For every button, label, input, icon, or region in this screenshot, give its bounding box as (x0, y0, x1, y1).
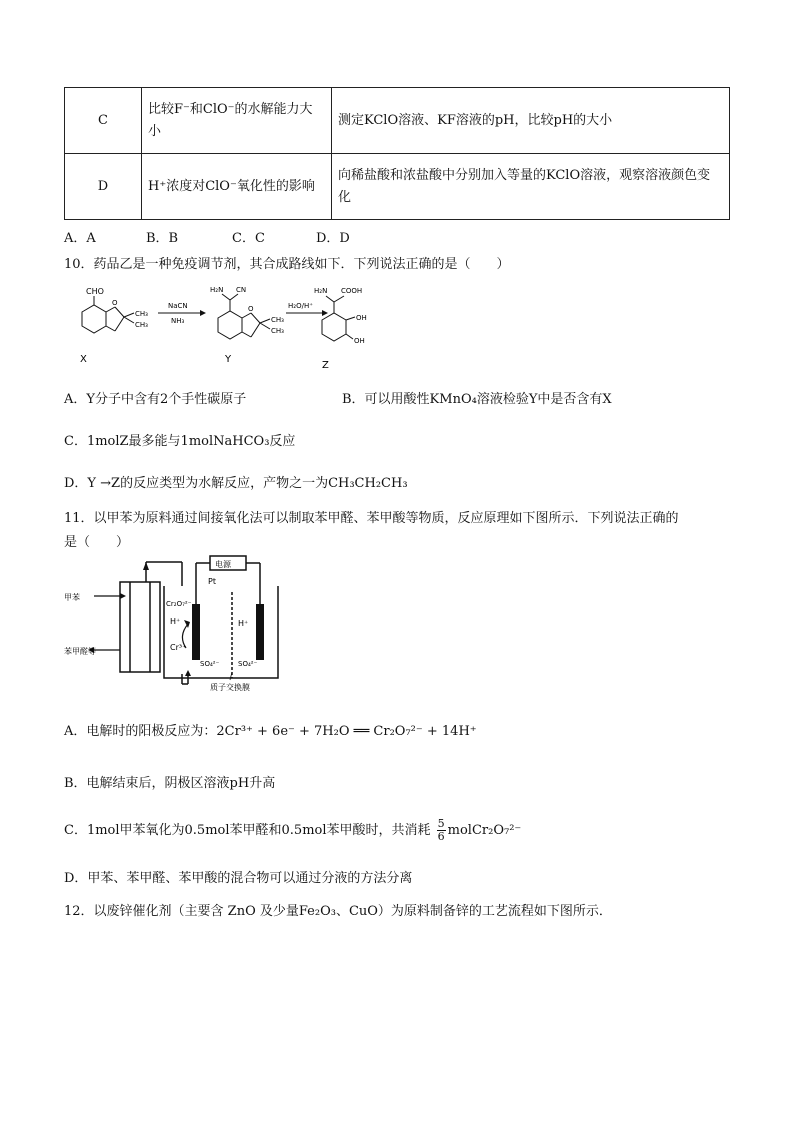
q11-option-d: D．甲苯、苯甲醛、苯甲酸的混合物可以通过分液的方法分离 (64, 871, 413, 886)
row-label: D (65, 154, 142, 220)
cathode-electrode (256, 604, 264, 660)
row-method: 测定KClO溶液、KF溶液的pH，比较pH的大小 (332, 88, 730, 154)
fraction-denominator: 6 (437, 830, 445, 843)
q10-synthesis-scheme (60, 280, 390, 378)
z-cooh: COOH (341, 287, 363, 295)
anode-electrode (192, 604, 200, 660)
row-method: 向稀盐酸和浓盐酸中分别加入等量的KClO溶液，观察溶液颜色变化 (332, 154, 730, 220)
option-a-equation: 2Cr³⁺ + 6e⁻ + 7H₂O ══ Cr₂O₇²⁻ + 14H⁺ (216, 724, 477, 739)
label-pt: Pt (208, 577, 216, 586)
option-c-suffix: molCr₂O₇²⁻ (447, 823, 522, 838)
choice-c: C．C (232, 231, 265, 246)
x-ch3-1: CH₃ (135, 310, 148, 318)
z-h2n: H₂N (314, 287, 328, 295)
row-label: C (65, 88, 142, 154)
q11-stem-line1: 11．以甲苯为原料通过间接氧化法可以制取苯甲醛、苯甲酸等物质，反应原理如下图所示．下列说法正确的 (64, 511, 679, 526)
reagent-nacn: NaCN (168, 302, 188, 310)
q11-electrolysis-diagram (64, 552, 294, 692)
label-h-right: H⁺ (238, 619, 249, 628)
row-purpose: 比较F⁻和ClO⁻的水解能力大小 (142, 88, 332, 154)
z-oh1: OH (356, 314, 367, 322)
option-c-prefix: C．1mol甲苯氧化为0.5mol苯甲醛和0.5mol苯甲酸时，共消耗 (64, 823, 431, 838)
q11-option-c (64, 818, 521, 843)
label-benzaldehyde: 苯甲醛等 (64, 647, 96, 656)
label-toluene: 甲苯 (64, 593, 80, 602)
q11-stem-line2: 是（ ） (64, 535, 130, 550)
options-table (64, 87, 730, 220)
y-ch3-1: CH₃ (271, 316, 284, 324)
y-o1: O (248, 305, 254, 313)
label-membrane: 质子交换膜 (210, 683, 250, 692)
q10-option-a: A．Y分子中含有2个手性碳原子 (64, 392, 247, 407)
table-row (65, 88, 730, 154)
option-a-prefix: A．电解时的阳极反应为： (64, 724, 217, 739)
q12-stem: 12．以废锌催化剂（主要含 ZnO 及少量Fe₂O₃、CuO）为原料制备锌的工艺流程如下图所示． (64, 904, 612, 919)
q11-option-b: B．电解结束后，阴极区溶液pH升高 (64, 776, 276, 791)
table-row (65, 154, 730, 220)
reagent-nh3: NH₃ (171, 317, 185, 325)
x-ch3-2: CH₃ (135, 321, 148, 329)
label-so4-right: SO₄²⁻ (238, 660, 258, 668)
molecule-x (82, 296, 134, 333)
label-power: 电源 (215, 560, 231, 569)
molecule-z (322, 296, 355, 341)
y-ch3-2: CH₃ (271, 327, 284, 335)
label-so4-left: SO₄²⁻ (200, 660, 220, 668)
q10-option-d: D．Y →Z的反应类型为水解反应，产物之一为CH₃CH₂CH₃ (64, 476, 408, 491)
label-x: X (80, 354, 87, 365)
q9-choices (64, 227, 350, 246)
label-cr2o7: Cr₂O₇²⁻ (166, 600, 192, 608)
reagent-h2o: H₂O/H⁺ (288, 302, 313, 310)
fraction (437, 818, 446, 843)
label-cr3: Cr³⁺ (170, 643, 187, 652)
x-o1: O (112, 299, 118, 307)
row-purpose: H⁺浓度对ClO⁻氧化性的影响 (142, 154, 332, 220)
label-h-left: H⁺ (170, 617, 181, 626)
fraction-numerator: 5 (437, 817, 445, 830)
choice-a: A．A (64, 231, 96, 246)
q10-option-b: B．可以用酸性KMnO₄溶液检验Y中是否含有X (342, 392, 612, 407)
q10-option-c: C．1molZ最多能与1molNaHCO₃反应 (64, 434, 296, 449)
z-oh2: OH (354, 337, 365, 345)
q10-stem: 10．药品乙是一种免疫调节剂，其合成路线如下．下列说法正确的是（ ） (64, 257, 510, 272)
y-cn: CN (236, 286, 247, 294)
choice-b: B．B (146, 231, 179, 246)
molecule-y (218, 294, 270, 339)
label-y: Y (225, 354, 232, 365)
q11-option-a (64, 720, 477, 739)
x-cho: CHO (86, 287, 104, 296)
choice-d: D．D (316, 231, 350, 246)
label-z: Z (322, 360, 329, 371)
y-h2n: H₂N (210, 286, 224, 294)
